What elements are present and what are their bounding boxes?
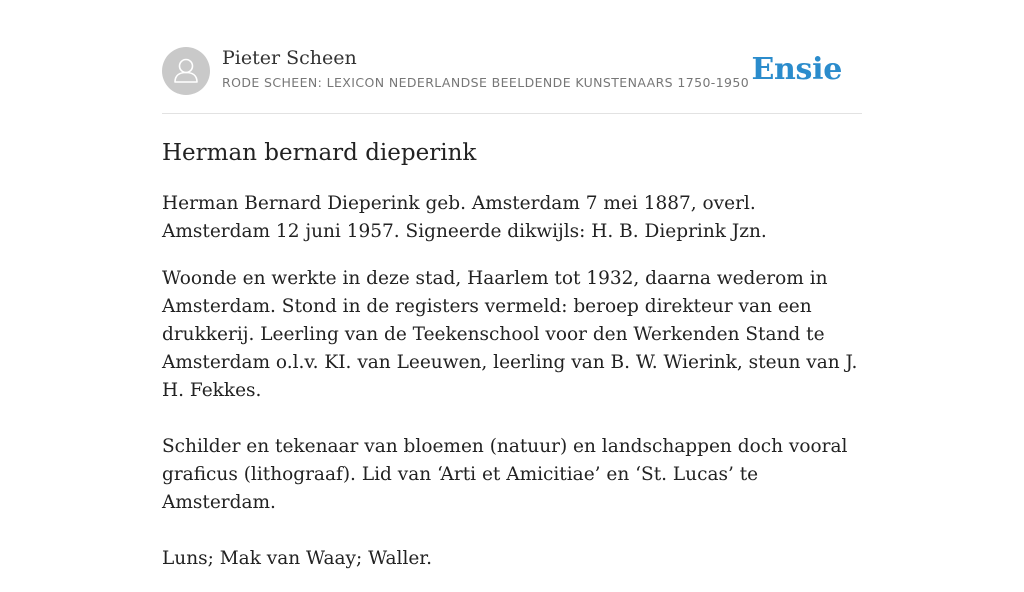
entry-header <box>162 46 862 96</box>
source-title[interactable]: RODE SCHEEN: LEXICON NEDERLANDSE BEELDENDE KUNSTENAARS 1750-1950 <box>222 75 750 90</box>
user-avatar-icon[interactable] <box>162 47 210 95</box>
ensie-logo[interactable]: Ensie <box>751 52 842 87</box>
paragraph-work: Schilder en tekenaar van bloemen (natuur) en landschappen doch vooral graficus (lithograaf). Lid van ‘Arti et Amicitiae’ en ‘St. Lucas’ te Amsterdam. <box>162 436 848 513</box>
paragraph-birth-death: Herman Bernard Dieperink geb. Amsterdam 7 mei 1887, overl. Amsterdam 12 juni 1957. Signeerde dikwijls: H. B. Dieprink Jzn. <box>162 193 767 242</box>
author-name[interactable]: Pieter Scheen <box>222 47 357 69</box>
article-title: Herman bernard dieperink <box>162 140 477 166</box>
paragraph-biography: Woonde en werkte in deze stad, Haarlem tot 1932, daarna wederom in Amsterdam. Stond in de registers vermeld: beroep direkteur van een drukkerij. Leerling van de Teekenschool voor den Werkenden Stand te Amsterdam o.l.v. KI. van Leeuwen, leerling van B. W. Wierink, steun van J. H. Fekkes. <box>162 268 858 401</box>
article-body <box>162 190 862 592</box>
header-divider <box>162 113 862 114</box>
paragraph-sources: Luns; Mak van Waay; Waller. <box>162 548 433 569</box>
